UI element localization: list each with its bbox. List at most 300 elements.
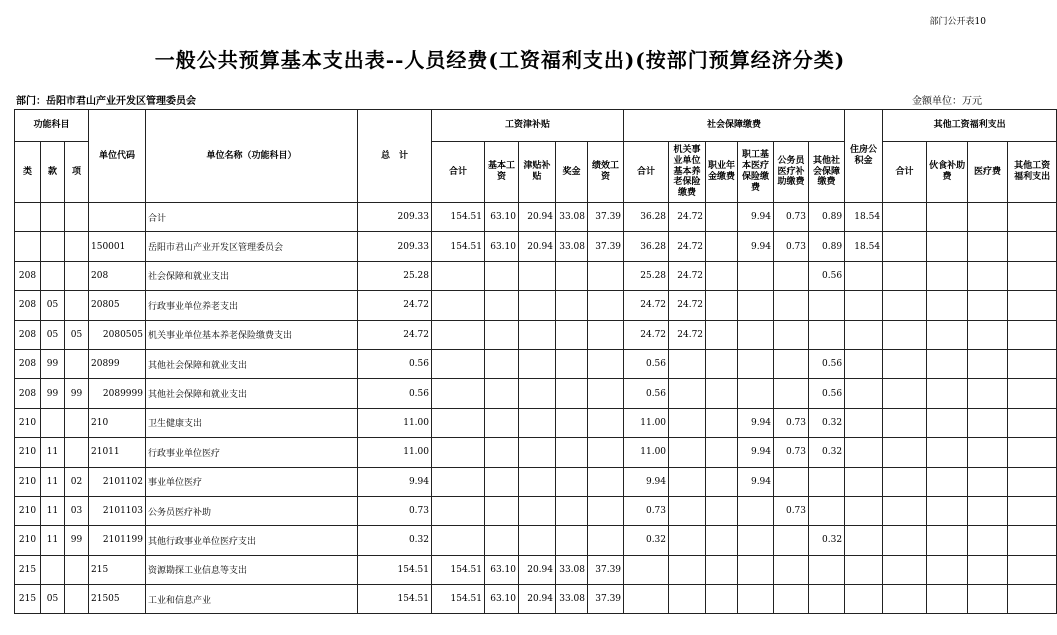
cell-kuan (41, 555, 65, 584)
cell-unit-code: 21505 (89, 585, 146, 614)
cell-kuan: 99 (41, 349, 65, 378)
cell-medical-expense (968, 232, 1008, 261)
cell-other-welfare-expense (1008, 438, 1057, 467)
cell-unit-name: 资源勘探工业信息等支出 (146, 555, 358, 584)
cell-medical-insurance (738, 585, 774, 614)
cell-other-social: 0.89 (809, 203, 845, 232)
cell-unit-name: 事业单位医疗 (146, 467, 358, 496)
cell-medical-insurance (738, 320, 774, 349)
cell-unit-code: 2101102 (89, 467, 146, 496)
cell-xiang (65, 585, 89, 614)
cell-bonus (556, 408, 588, 437)
cell-other-total (883, 291, 927, 320)
cell-unit-code: 2089999 (89, 379, 146, 408)
cell-xiang: 03 (65, 496, 89, 525)
cell-total: 9.94 (358, 467, 432, 496)
cell-social-total: 24.72 (624, 320, 669, 349)
cell-occupational-annuity (706, 438, 738, 467)
cell-other-social (809, 555, 845, 584)
cell-total: 11.00 (358, 408, 432, 437)
cell-bonus: 33.08 (556, 203, 588, 232)
cell-occupational-annuity (706, 555, 738, 584)
cell-bonus (556, 438, 588, 467)
header-unit-name: 单位名称（功能科目） (146, 110, 358, 203)
cell-xiang: 05 (65, 320, 89, 349)
cell-medical-expense (968, 291, 1008, 320)
cell-unit-name: 机关事业单位基本养老保险缴费支出 (146, 320, 358, 349)
header-civil-servant-medical: 公务员医疗补助缴费 (774, 142, 809, 203)
cell-xiang (65, 555, 89, 584)
cell-lei: 210 (15, 438, 41, 467)
cell-performance-wage: 37.39 (588, 585, 624, 614)
cell-other-welfare-expense (1008, 408, 1057, 437)
page-title: 一般公共预算基本支出表--人员经费(工资福利支出)(按部门预算经济分类) (154, 48, 846, 72)
cell-other-welfare-expense (1008, 320, 1057, 349)
cell-total: 24.72 (358, 320, 432, 349)
cell-allowance (519, 496, 556, 525)
cell-lei: 208 (15, 261, 41, 290)
cell-lei: 208 (15, 291, 41, 320)
cell-medical-expense (968, 408, 1008, 437)
table-row (15, 496, 1057, 525)
cell-meal-subsidy (927, 291, 968, 320)
cell-civil-servant-medical (774, 349, 809, 378)
cell-meal-subsidy (927, 232, 968, 261)
cell-basic-wage (485, 349, 519, 378)
cell-medical-insurance (738, 261, 774, 290)
table-row (15, 526, 1057, 555)
cell-other-social: 0.56 (809, 379, 845, 408)
cell-unit-name: 其他社会保障和就业支出 (146, 349, 358, 378)
cell-basic-wage (485, 291, 519, 320)
cell-total: 25.28 (358, 261, 432, 290)
cell-unit-code: 215 (89, 555, 146, 584)
cell-basic-wage (485, 379, 519, 408)
table-row (15, 203, 1057, 232)
cell-wage-total (432, 467, 485, 496)
header-allowance: 津贴补贴 (519, 142, 556, 203)
cell-xiang (65, 232, 89, 261)
cell-occupational-annuity (706, 349, 738, 378)
cell-social-total: 25.28 (624, 261, 669, 290)
cell-meal-subsidy (927, 408, 968, 437)
table-row (15, 291, 1057, 320)
cell-lei: 215 (15, 585, 41, 614)
cell-lei: 210 (15, 526, 41, 555)
cell-civil-servant-medical: 0.73 (774, 496, 809, 525)
cell-performance-wage (588, 291, 624, 320)
cell-unit-code: 150001 (89, 232, 146, 261)
cell-other-welfare-expense (1008, 232, 1057, 261)
header-meal-subsidy: 伙食补助费 (927, 142, 968, 203)
header-wage-total: 合计 (432, 142, 485, 203)
cell-other-total (883, 349, 927, 378)
cell-kuan: 11 (41, 438, 65, 467)
cell-unit-code (89, 203, 146, 232)
cell-bonus (556, 261, 588, 290)
cell-basic-wage: 63.10 (485, 555, 519, 584)
cell-other-social: 0.56 (809, 349, 845, 378)
cell-total: 0.56 (358, 379, 432, 408)
cell-other-welfare-expense (1008, 349, 1057, 378)
cell-social-total: 11.00 (624, 438, 669, 467)
cell-lei: 215 (15, 555, 41, 584)
cell-meal-subsidy (927, 320, 968, 349)
cell-other-welfare-expense (1008, 555, 1057, 584)
cell-civil-servant-medical (774, 291, 809, 320)
cell-other-social: 0.32 (809, 526, 845, 555)
cell-xiang (65, 261, 89, 290)
cell-total: 0.56 (358, 349, 432, 378)
cell-medical-insurance: 9.94 (738, 408, 774, 437)
cell-other-total (883, 408, 927, 437)
cell-allowance (519, 438, 556, 467)
cell-bonus (556, 496, 588, 525)
cell-other-total (883, 320, 927, 349)
cell-medical-expense (968, 379, 1008, 408)
table-row (15, 555, 1057, 584)
cell-lei: 208 (15, 379, 41, 408)
cell-kuan: 11 (41, 496, 65, 525)
cell-basic-wage: 63.10 (485, 585, 519, 614)
header-social-security: 社会保障缴费 (624, 110, 845, 142)
cell-allowance (519, 467, 556, 496)
cell-medical-expense (968, 585, 1008, 614)
cell-occupational-annuity (706, 526, 738, 555)
cell-housing-fund (845, 349, 883, 378)
cell-kuan (41, 408, 65, 437)
cell-occupational-annuity (706, 291, 738, 320)
cell-basic-wage (485, 467, 519, 496)
header-housing-fund: 住房公积金 (845, 110, 883, 203)
cell-medical-insurance (738, 555, 774, 584)
header-total: 总 计 (358, 110, 432, 203)
cell-civil-servant-medical (774, 526, 809, 555)
cell-civil-servant-medical: 0.73 (774, 408, 809, 437)
cell-civil-servant-medical: 0.73 (774, 438, 809, 467)
cell-civil-servant-medical (774, 467, 809, 496)
cell-other-total (883, 261, 927, 290)
cell-meal-subsidy (927, 349, 968, 378)
cell-meal-subsidy (927, 526, 968, 555)
cell-performance-wage (588, 349, 624, 378)
cell-allowance: 20.94 (519, 585, 556, 614)
cell-lei: 210 (15, 408, 41, 437)
cell-lei: 208 (15, 349, 41, 378)
cell-lei (15, 232, 41, 261)
table-row (15, 232, 1057, 261)
cell-civil-servant-medical (774, 320, 809, 349)
cell-other-total (883, 555, 927, 584)
cell-social-total: 0.56 (624, 349, 669, 378)
cell-medical-expense (968, 526, 1008, 555)
cell-lei: 210 (15, 467, 41, 496)
cell-kuan (41, 261, 65, 290)
cell-other-welfare-expense (1008, 203, 1057, 232)
cell-pension-insurance (669, 526, 706, 555)
cell-performance-wage (588, 320, 624, 349)
cell-other-total (883, 232, 927, 261)
cell-pension-insurance (669, 438, 706, 467)
cell-kuan: 11 (41, 467, 65, 496)
table-body (15, 203, 1057, 614)
cell-total: 0.32 (358, 526, 432, 555)
department-label: 部门：岳阳市君山产业开发区管理委员会 (16, 96, 196, 107)
cell-bonus (556, 291, 588, 320)
cell-performance-wage (588, 496, 624, 525)
header-medical-insurance: 职工基本医疗保险缴费 (738, 142, 774, 203)
cell-total: 24.72 (358, 291, 432, 320)
cell-basic-wage (485, 526, 519, 555)
cell-kuan: 05 (41, 320, 65, 349)
cell-allowance (519, 261, 556, 290)
cell-pension-insurance (669, 408, 706, 437)
cell-pension-insurance (669, 349, 706, 378)
cell-unit-code: 20805 (89, 291, 146, 320)
cell-performance-wage (588, 526, 624, 555)
cell-unit-name: 工业和信息产业 (146, 585, 358, 614)
cell-other-welfare-expense (1008, 467, 1057, 496)
cell-basic-wage (485, 408, 519, 437)
cell-medical-insurance (738, 526, 774, 555)
header-lei: 类 (15, 142, 41, 203)
cell-unit-code: 2101199 (89, 526, 146, 555)
cell-meal-subsidy (927, 438, 968, 467)
cell-unit-code: 21011 (89, 438, 146, 467)
table-row (15, 438, 1057, 467)
cell-kuan: 99 (41, 379, 65, 408)
cell-social-total: 11.00 (624, 408, 669, 437)
cell-kuan (41, 203, 65, 232)
cell-social-total: 0.73 (624, 496, 669, 525)
cell-social-total (624, 555, 669, 584)
cell-xiang: 99 (65, 379, 89, 408)
cell-medical-insurance (738, 291, 774, 320)
table-row (15, 261, 1057, 290)
cell-xiang (65, 203, 89, 232)
cell-medical-expense (968, 203, 1008, 232)
cell-unit-code: 208 (89, 261, 146, 290)
cell-housing-fund (845, 496, 883, 525)
cell-occupational-annuity (706, 261, 738, 290)
cell-other-social: 0.32 (809, 438, 845, 467)
cell-occupational-annuity (706, 585, 738, 614)
cell-other-welfare-expense (1008, 291, 1057, 320)
header-performance-wage: 绩效工资 (588, 142, 624, 203)
cell-kuan: 05 (41, 585, 65, 614)
cell-xiang: 99 (65, 526, 89, 555)
cell-wage-total (432, 349, 485, 378)
cell-medical-insurance (738, 349, 774, 378)
cell-other-welfare-expense (1008, 379, 1057, 408)
header-xiang: 项 (65, 142, 89, 203)
cell-xiang: 02 (65, 467, 89, 496)
cell-other-total (883, 526, 927, 555)
header-other-welfare-expense: 其他工资福利支出 (1008, 142, 1057, 203)
cell-total: 209.33 (358, 203, 432, 232)
cell-other-total (883, 438, 927, 467)
cell-housing-fund (845, 291, 883, 320)
cell-allowance: 20.94 (519, 203, 556, 232)
cell-pension-insurance (669, 555, 706, 584)
table-row (15, 379, 1057, 408)
cell-unit-code: 2101103 (89, 496, 146, 525)
cell-housing-fund (845, 467, 883, 496)
cell-xiang (65, 408, 89, 437)
cell-meal-subsidy (927, 203, 968, 232)
cell-medical-expense (968, 261, 1008, 290)
cell-pension-insurance: 24.72 (669, 261, 706, 290)
cell-unit-name: 其他社会保障和就业支出 (146, 379, 358, 408)
cell-lei (15, 203, 41, 232)
cell-basic-wage (485, 438, 519, 467)
cell-medical-insurance: 9.94 (738, 438, 774, 467)
budget-table (14, 109, 1057, 614)
cell-civil-servant-medical (774, 555, 809, 584)
cell-allowance (519, 408, 556, 437)
cell-other-social: 0.32 (809, 408, 845, 437)
cell-performance-wage: 37.39 (588, 555, 624, 584)
cell-meal-subsidy (927, 555, 968, 584)
cell-performance-wage (588, 438, 624, 467)
cell-total: 154.51 (358, 555, 432, 584)
cell-kuan: 05 (41, 291, 65, 320)
cell-civil-servant-medical: 0.73 (774, 203, 809, 232)
cell-other-social: 0.56 (809, 261, 845, 290)
cell-lei: 208 (15, 320, 41, 349)
cell-pension-insurance: 24.72 (669, 232, 706, 261)
cell-social-total: 0.32 (624, 526, 669, 555)
cell-housing-fund: 18.54 (845, 203, 883, 232)
table-row (15, 320, 1057, 349)
cell-unit-name: 卫生健康支出 (146, 408, 358, 437)
header-basic-wage: 基本工资 (485, 142, 519, 203)
cell-other-welfare-expense (1008, 585, 1057, 614)
cell-medical-expense (968, 555, 1008, 584)
cell-other-total (883, 203, 927, 232)
cell-lei: 210 (15, 496, 41, 525)
cell-bonus (556, 320, 588, 349)
cell-basic-wage: 63.10 (485, 203, 519, 232)
header-social-total: 合计 (624, 142, 669, 203)
cell-social-total: 24.72 (624, 291, 669, 320)
cell-performance-wage (588, 467, 624, 496)
cell-housing-fund (845, 526, 883, 555)
cell-medical-expense (968, 349, 1008, 378)
cell-performance-wage (588, 408, 624, 437)
cell-unit-name: 其他行政事业单位医疗支出 (146, 526, 358, 555)
header-kuan: 款 (41, 142, 65, 203)
cell-performance-wage (588, 379, 624, 408)
cell-basic-wage: 63.10 (485, 232, 519, 261)
cell-wage-total (432, 438, 485, 467)
cell-bonus (556, 526, 588, 555)
cell-housing-fund (845, 379, 883, 408)
page-reference: 部门公开表10 (929, 17, 986, 27)
table-row (15, 467, 1057, 496)
cell-basic-wage (485, 261, 519, 290)
cell-social-total: 9.94 (624, 467, 669, 496)
cell-allowance (519, 379, 556, 408)
cell-unit-code: 20899 (89, 349, 146, 378)
cell-unit-code: 210 (89, 408, 146, 437)
cell-wage-total: 154.51 (432, 232, 485, 261)
table-row (15, 349, 1057, 378)
header-other-total: 合计 (883, 142, 927, 203)
cell-social-total: 36.28 (624, 232, 669, 261)
cell-occupational-annuity (706, 408, 738, 437)
cell-basic-wage (485, 496, 519, 525)
cell-other-social (809, 496, 845, 525)
cell-medical-expense (968, 438, 1008, 467)
cell-civil-servant-medical (774, 585, 809, 614)
cell-medical-insurance (738, 496, 774, 525)
cell-kuan: 11 (41, 526, 65, 555)
cell-occupational-annuity (706, 320, 738, 349)
header-wage-allowance: 工资津补贴 (432, 110, 624, 142)
cell-kuan (41, 232, 65, 261)
cell-wage-total (432, 408, 485, 437)
cell-housing-fund (845, 438, 883, 467)
header-other-welfare: 其他工资福利支出 (883, 110, 1057, 142)
currency-unit-label: 金额单位：万元 (912, 96, 982, 107)
cell-meal-subsidy (927, 467, 968, 496)
cell-wage-total (432, 526, 485, 555)
cell-bonus (556, 349, 588, 378)
header-pension-insurance: 机关事业单位基本养老保险缴费 (669, 142, 706, 203)
cell-basic-wage (485, 320, 519, 349)
cell-allowance (519, 349, 556, 378)
cell-medical-expense (968, 496, 1008, 525)
cell-housing-fund (845, 585, 883, 614)
cell-other-social (809, 467, 845, 496)
cell-xiang (65, 291, 89, 320)
cell-wage-total (432, 379, 485, 408)
cell-pension-insurance: 24.72 (669, 291, 706, 320)
cell-housing-fund (845, 555, 883, 584)
cell-total: 154.51 (358, 585, 432, 614)
cell-wage-total (432, 496, 485, 525)
cell-occupational-annuity (706, 379, 738, 408)
cell-medical-insurance: 9.94 (738, 467, 774, 496)
cell-pension-insurance (669, 467, 706, 496)
cell-meal-subsidy (927, 379, 968, 408)
cell-pension-insurance (669, 585, 706, 614)
cell-bonus: 33.08 (556, 585, 588, 614)
cell-occupational-annuity (706, 467, 738, 496)
cell-pension-insurance: 24.72 (669, 203, 706, 232)
cell-bonus (556, 467, 588, 496)
cell-unit-name: 行政事业单位医疗 (146, 438, 358, 467)
cell-wage-total (432, 261, 485, 290)
cell-allowance (519, 320, 556, 349)
cell-other-total (883, 379, 927, 408)
cell-social-total: 0.56 (624, 379, 669, 408)
cell-social-total: 36.28 (624, 203, 669, 232)
cell-other-social: 0.89 (809, 232, 845, 261)
cell-bonus (556, 379, 588, 408)
cell-civil-servant-medical: 0.73 (774, 232, 809, 261)
cell-medical-insurance: 9.94 (738, 203, 774, 232)
header-unit-code: 单位代码 (89, 110, 146, 203)
cell-bonus: 33.08 (556, 232, 588, 261)
cell-wage-total: 154.51 (432, 203, 485, 232)
cell-pension-insurance: 24.72 (669, 320, 706, 349)
table-row (15, 585, 1057, 614)
cell-allowance: 20.94 (519, 232, 556, 261)
cell-performance-wage (588, 261, 624, 290)
cell-wage-total (432, 320, 485, 349)
